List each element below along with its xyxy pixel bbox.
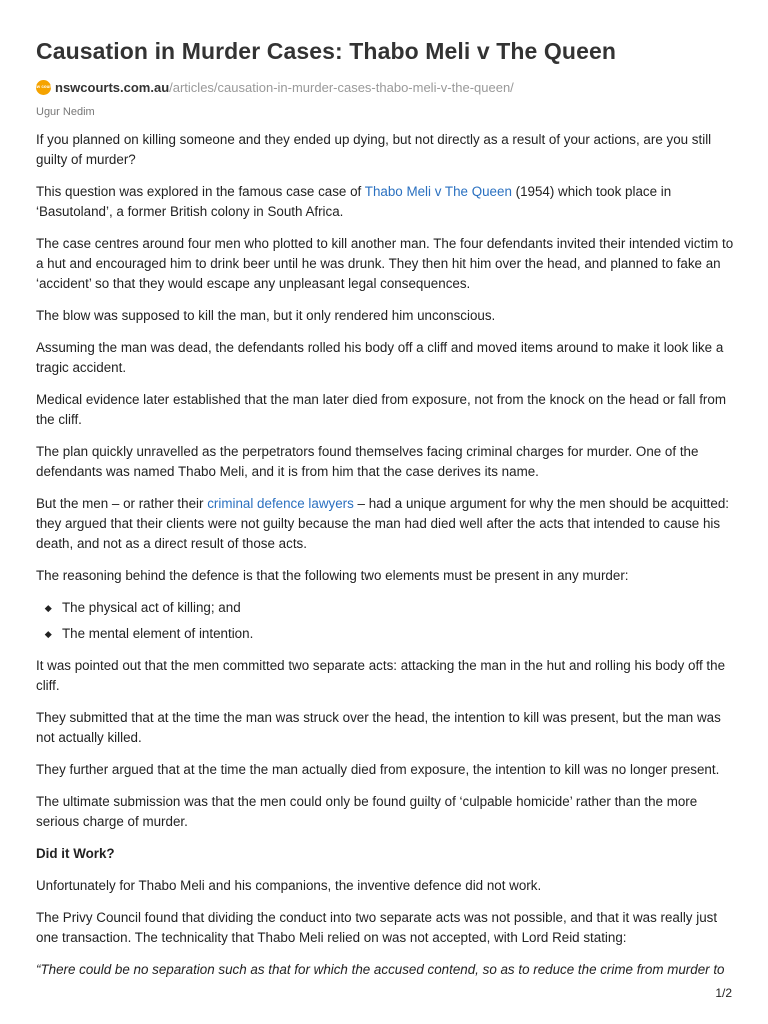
section-heading: Did it Work? bbox=[36, 846, 115, 861]
article-body bbox=[36, 130, 736, 980]
paragraph bbox=[36, 494, 736, 554]
elements-list bbox=[36, 598, 736, 644]
author-name: Ugur Nedim bbox=[36, 106, 95, 118]
source-path: /articles/causation-in-murder-cases-thabo-meli-v-the-queen/ bbox=[169, 79, 514, 95]
paragraph-text: – had a unique argument for why the men should be acquitted: they argued that their clients were not guilty because the man had died well after the acts that intended to cause his death, and not as a direct result of those acts. bbox=[36, 496, 730, 551]
paragraph-text: This question was explored in the famous case case of bbox=[36, 184, 365, 199]
lord-reid-quote: “There could be no separation such as that for which the accused contend, so as to reduce the crime from murder to bbox=[36, 962, 725, 977]
paragraph: Assuming the man was dead, the defendants rolled his body off a cliff and moved items around to make it look like a tragic accident. bbox=[36, 340, 724, 375]
criminal-defence-lawyers-link[interactable]: criminal defence lawyers bbox=[207, 496, 354, 511]
paragraph: The plan quickly unravelled as the perpetrators found themselves facing criminal charges for murder. One of the defendants was named Thabo Meli, and it is from him that the case derives its name. bbox=[36, 444, 699, 479]
list-item-text: The physical act of killing; and bbox=[62, 600, 241, 615]
paragraph: Unfortunately for Thabo Meli and his companions, the inventive defence did not work. bbox=[36, 878, 542, 893]
paragraph-text: (1954) which took place in ‘Basutoland’, a former British colony in South Africa. bbox=[36, 184, 672, 219]
paragraph: The Privy Council found that dividing the conduct into two separate acts was not possible, and that it was really just one transaction. The technicality that Thabo Meli relied on was not accepted, with Lord Reid stating: bbox=[36, 910, 718, 945]
source-domain: nswcourts.com.au bbox=[55, 79, 170, 95]
paragraph: The ultimate submission was that the men could only be found guilty of ‘culpable homicide’ rather than the more serious charge of murder. bbox=[36, 794, 698, 829]
paragraph: They further argued that at the time the man actually died from exposure, the intention to kill was no longer present. bbox=[36, 762, 720, 777]
paragraph-text: But the men – or rather their bbox=[36, 496, 208, 511]
source-line bbox=[31, 78, 736, 96]
list-item bbox=[36, 598, 736, 618]
paragraph: The case centres around four men who plotted to kill another man. The four defendants invited their intended victim to a hut and encouraged him to drink beer until he was drunk. They then hit him over the head, and planned to fake an ‘accident’ so that they would escape any unpleasant legal consequences. bbox=[36, 236, 734, 291]
paragraph: The reasoning behind the defence is that the following two elements must be present in any murder: bbox=[36, 568, 629, 583]
paragraph: Medical evidence later established that the man later died from exposure, not from the knock on the head or fall from the cliff. bbox=[36, 392, 726, 427]
site-logo-text: nsw courts bbox=[31, 83, 56, 90]
list-item bbox=[36, 624, 736, 644]
article-title: Causation in Murder Cases: Thabo Meli v The Queen bbox=[36, 38, 617, 64]
paragraph: The blow was supposed to kill the man, but it only rendered him unconscious. bbox=[36, 308, 496, 323]
paragraph: If you planned on killing someone and they ended up dying, but not directly as a result of your actions, are you still guilty of murder? bbox=[36, 132, 712, 167]
diamond-bullet-icon bbox=[45, 631, 51, 637]
site-logo-icon bbox=[31, 80, 56, 95]
paragraph: It was pointed out that the men committed two separate acts: attacking the man in the hut and rolling his body off the cliff. bbox=[36, 658, 726, 693]
thabo-meli-case-link[interactable]: Thabo Meli v The Queen bbox=[364, 184, 512, 199]
paragraph bbox=[36, 182, 736, 222]
list-item-text: The mental element of intention. bbox=[62, 626, 254, 641]
article-page bbox=[31, 36, 736, 992]
paragraph: They submitted that at the time the man was struck over the head, the intention to kill was present, but the man was not actually killed. bbox=[36, 710, 721, 745]
diamond-bullet-icon bbox=[45, 605, 51, 611]
page-number: 1/2 bbox=[715, 986, 732, 1000]
